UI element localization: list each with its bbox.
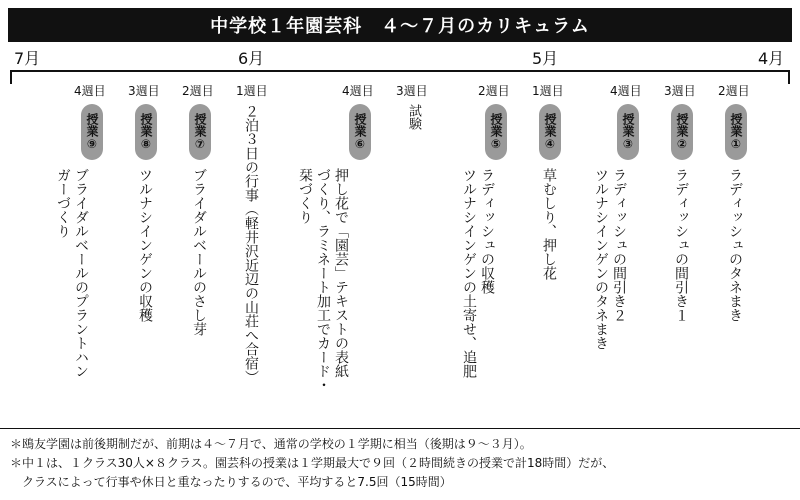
month-row	[0, 46, 800, 72]
activity-text: ブライダルベールのさし芽	[191, 168, 207, 336]
lesson-badge: 授業⑥	[349, 104, 371, 160]
footnote: ＊鴎友学園は前後期制だが、前期は４〜７月で、通常の学校の１学期に相当（後期は９〜３月）。	[10, 437, 532, 451]
week-label: 4週目	[342, 84, 374, 98]
week-label: 4週目	[74, 84, 106, 98]
week-label: 2週目	[718, 84, 750, 98]
activity-text: 押し花で「園芸」テキストの表紙 づくり、ラミネート加工でカード・ 栞づくり	[297, 168, 349, 392]
week-label: 2週目	[478, 84, 510, 98]
activity-text: ラディッシュの間引き２ ツルナシインゲンのタネまき	[593, 168, 627, 350]
lesson-badge: 授業④	[539, 104, 561, 160]
month-label: 6月	[238, 49, 265, 68]
activity-text: ブライダルベールのプラントハン ガーづくり	[55, 168, 89, 378]
activity-text: ラディッシュのタネまき	[727, 168, 743, 322]
activity-text: ２泊３日の行事（軽井沢近辺の山荘へ合宿）	[243, 104, 259, 384]
lesson-badge: 授業⑧	[135, 104, 157, 160]
lesson-badge: 授業⑨	[81, 104, 103, 160]
month-label: 4月	[758, 49, 785, 68]
week-label: 2週目	[182, 84, 214, 98]
week-label: 1週目	[236, 84, 268, 98]
week-label: 3週目	[396, 84, 428, 98]
footnotes	[0, 428, 800, 500]
lesson-badge: 授業②	[671, 104, 693, 160]
activity-text: 草むしり、押し花	[541, 168, 557, 280]
activity-text: ラディッシュの収穫 ツルナシインゲンの土寄せ、追肥	[461, 168, 495, 378]
lesson-badge: 授業③	[617, 104, 639, 160]
week-label: 3週目	[128, 84, 160, 98]
lesson-badge: 授業⑦	[189, 104, 211, 160]
activity-text: ツルナシインゲンの収穫	[137, 168, 153, 322]
page-title: 中学校１年園芸科 ４〜７月のカリキュラム	[8, 8, 792, 42]
month-label: 7月	[14, 49, 41, 68]
footnote: クラスによって行事や休日と重なったりするので、平均すると7.5回（15時間）	[10, 475, 452, 489]
week-label: 3週目	[664, 84, 696, 98]
lesson-badge: 授業①	[725, 104, 747, 160]
lesson-badge: 授業⑤	[485, 104, 507, 160]
week-label: 1週目	[532, 84, 564, 98]
footnote: ＊中１は、１クラス30人×８クラス。園芸科の授業は１学期最大で９回（２時間続きの授業で計18時間）だが、	[10, 456, 615, 470]
activity-text: ラディッシュの間引き１	[673, 168, 689, 322]
exam-label: 試験	[406, 104, 421, 130]
week-label: 4週目	[610, 84, 642, 98]
month-label: 5月	[532, 49, 559, 68]
